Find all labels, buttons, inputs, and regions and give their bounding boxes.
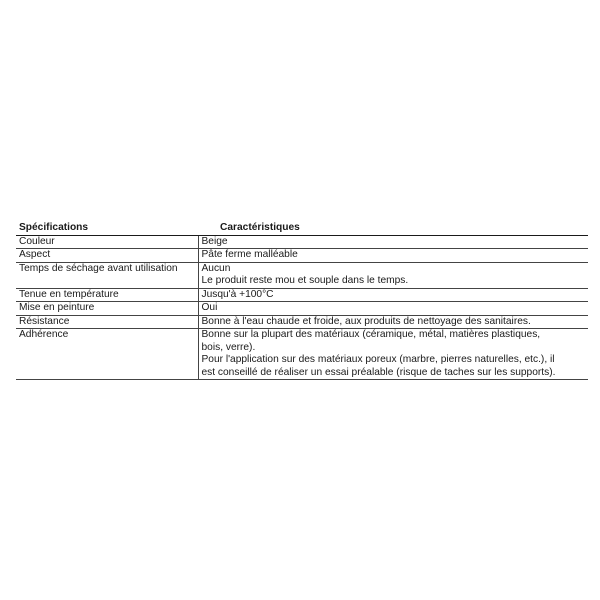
value-line: Aucun bbox=[201, 262, 231, 274]
spec-label: Mise en peinture bbox=[16, 302, 198, 316]
table-row-aspect bbox=[16, 249, 588, 263]
table-row-resistance bbox=[16, 315, 588, 329]
spec-value bbox=[198, 262, 588, 288]
spec-label: Couleur bbox=[16, 235, 198, 249]
value-line: Pour l'application sur des matériaux poreux (marbre, pierres naturelles, etc.), il bbox=[201, 354, 555, 365]
specifications-table bbox=[16, 221, 588, 380]
value-line: Le produit reste mou et souple dans le temps. bbox=[201, 275, 409, 286]
spec-value bbox=[198, 302, 588, 316]
spec-label: Temps de séchage avant utilisation bbox=[16, 262, 198, 288]
value-line: Bonne sur la plupart des matériaux (céramique, métal, matières plastiques, bbox=[201, 329, 541, 340]
spec-value bbox=[198, 288, 588, 302]
spec-value bbox=[198, 249, 588, 263]
spec-value bbox=[198, 329, 588, 380]
value-line: Oui bbox=[201, 302, 218, 313]
value-line: est conseillé de réaliser un essai préalable (risque de taches sur les supports). bbox=[201, 366, 556, 378]
value-line: Bonne à l'eau chaude et froide, aux produits de nettoyage des sanitaires. bbox=[201, 315, 531, 327]
table-row-adherence bbox=[16, 329, 588, 380]
value-line: Beige bbox=[201, 235, 228, 247]
table-row-couleur bbox=[16, 235, 588, 249]
spec-label: Adhérence bbox=[16, 329, 198, 380]
table-row-mise-en-peinture bbox=[16, 302, 588, 316]
spec-value bbox=[198, 315, 588, 329]
value-line: Pâte ferme malléable bbox=[201, 249, 298, 260]
spec-label: Tenue en température bbox=[16, 288, 198, 302]
spec-label: Résistance bbox=[16, 315, 198, 329]
table-row-temps-sechage bbox=[16, 262, 588, 288]
table-header-row bbox=[16, 221, 588, 235]
header-specifications: Spécifications bbox=[16, 221, 198, 235]
header-caracteristiques: Caractéristiques bbox=[198, 221, 588, 235]
table-row-tenue-temperature bbox=[16, 288, 588, 302]
spec-value bbox=[198, 235, 588, 249]
spec-label: Aspect bbox=[16, 249, 198, 263]
value-line: Jusqu'à +100°C bbox=[201, 288, 274, 300]
value-line: bois, verre). bbox=[201, 341, 256, 353]
